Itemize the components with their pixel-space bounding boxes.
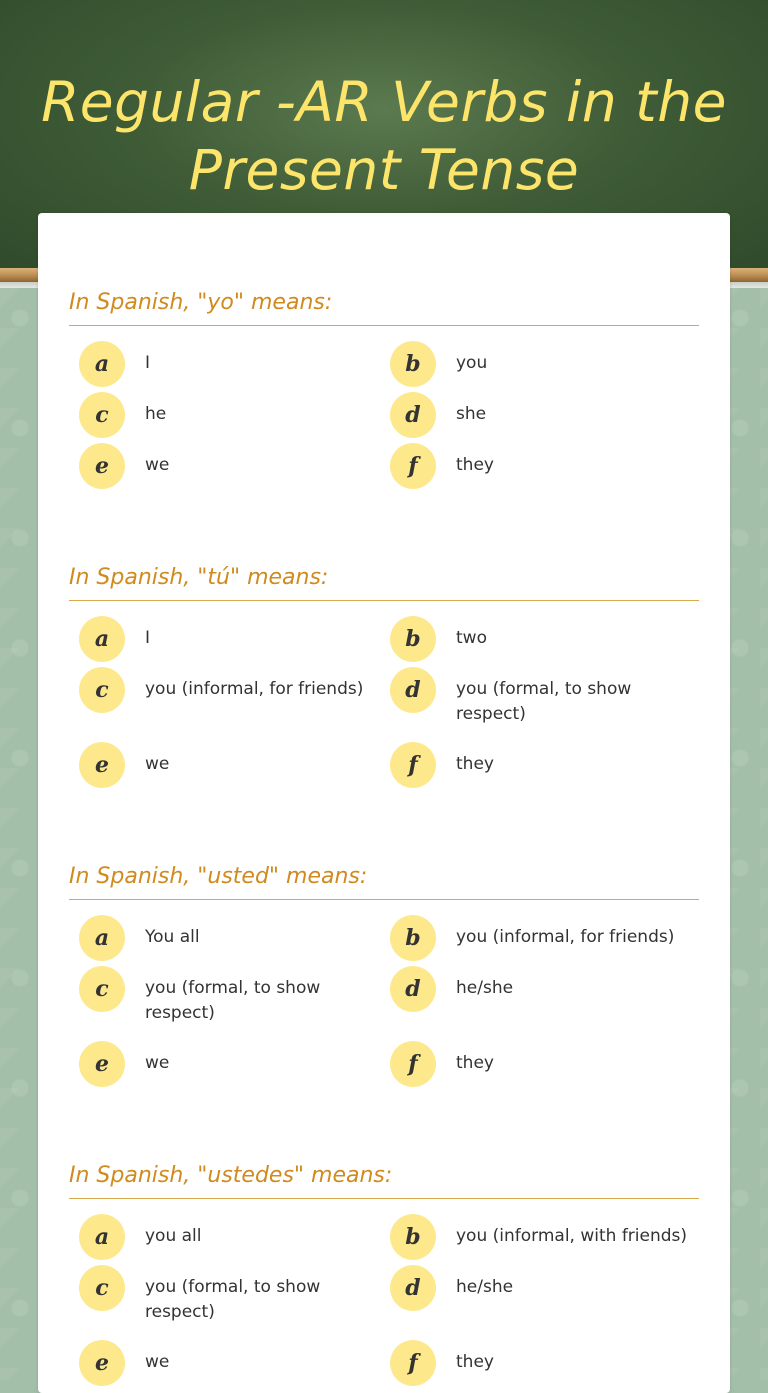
option-letter-badge: b — [390, 915, 436, 961]
option-c[interactable] — [79, 1265, 385, 1325]
worksheet-title: Regular -AR Verbs in the Present Tense — [41, 70, 727, 202]
option-a[interactable] — [79, 1214, 385, 1260]
option-text: we — [145, 1053, 170, 1073]
option-text: you all — [145, 1226, 202, 1246]
option-text: you (formal, to show respect) — [145, 978, 321, 1023]
option-letter-badge: b — [390, 1214, 436, 1260]
option-letter-badge: e — [79, 742, 125, 788]
option-e[interactable] — [79, 1041, 385, 1087]
answer-options — [69, 915, 699, 1090]
answer-options — [69, 341, 699, 491]
option-letter-badge: b — [390, 616, 436, 662]
option-b[interactable] — [390, 1214, 696, 1260]
option-text: we — [145, 1352, 170, 1372]
option-a[interactable] — [79, 341, 385, 387]
question-1 — [69, 290, 699, 491]
option-text: we — [145, 455, 170, 475]
question-prompt: In Spanish, "tú" means: — [69, 565, 699, 601]
answer-options — [69, 616, 699, 791]
question-prompt: In Spanish, "usted" means: — [69, 864, 699, 900]
option-b[interactable] — [390, 341, 696, 387]
option-d[interactable] — [390, 667, 696, 727]
question-4 — [69, 1163, 699, 1389]
option-letter-badge: f — [390, 443, 436, 489]
option-letter-badge: d — [390, 1265, 436, 1311]
option-b[interactable] — [390, 915, 696, 961]
option-d[interactable] — [390, 966, 696, 1012]
option-letter-badge: f — [390, 742, 436, 788]
option-text: they — [456, 455, 494, 475]
option-f[interactable] — [390, 742, 696, 788]
question-3 — [69, 864, 699, 1090]
option-c[interactable] — [79, 392, 385, 438]
option-text: two — [456, 628, 487, 648]
option-text: he — [145, 404, 167, 424]
option-text: we — [145, 754, 170, 774]
option-letter-badge: e — [79, 443, 125, 489]
option-letter-badge: e — [79, 1041, 125, 1087]
option-e[interactable] — [79, 742, 385, 788]
option-text: I — [145, 353, 151, 373]
option-e[interactable] — [79, 1340, 385, 1386]
question-2 — [69, 565, 699, 791]
option-text: you (formal, to show respect) — [145, 1277, 321, 1322]
option-letter-badge: f — [390, 1340, 436, 1386]
option-text: you (informal, with friends) — [456, 1226, 688, 1246]
option-text: you (informal, for friends) — [145, 679, 364, 699]
option-letter-badge: a — [79, 341, 125, 387]
option-letter-badge: d — [390, 392, 436, 438]
answer-options — [69, 1214, 699, 1389]
option-letter-badge: e — [79, 1340, 125, 1386]
option-letter-badge: d — [390, 667, 436, 713]
option-text: You all — [145, 927, 200, 947]
option-text: you — [456, 353, 488, 373]
worksheet-card — [38, 213, 730, 1393]
option-d[interactable] — [390, 392, 696, 438]
option-letter-badge: a — [79, 616, 125, 662]
option-letter-badge: c — [79, 1265, 125, 1311]
option-text: she — [456, 404, 487, 424]
option-text: he/she — [456, 1277, 514, 1297]
option-text: you (formal, to show respect) — [456, 679, 632, 724]
option-a[interactable] — [79, 616, 385, 662]
option-text: they — [456, 1352, 494, 1372]
option-text: you (informal, for friends) — [456, 927, 675, 947]
option-letter-badge: c — [79, 667, 125, 713]
option-e[interactable] — [79, 443, 385, 489]
option-letter-badge: f — [390, 1041, 436, 1087]
option-text: he/she — [456, 978, 514, 998]
option-f[interactable] — [390, 1340, 696, 1386]
question-prompt: In Spanish, "ustedes" means: — [69, 1163, 699, 1199]
option-letter-badge: a — [79, 915, 125, 961]
option-f[interactable] — [390, 1041, 696, 1087]
option-a[interactable] — [79, 915, 385, 961]
option-text: I — [145, 628, 151, 648]
option-letter-badge: d — [390, 966, 436, 1012]
option-b[interactable] — [390, 616, 696, 662]
option-c[interactable] — [79, 667, 385, 713]
question-prompt: In Spanish, "yo" means: — [69, 290, 699, 326]
option-c[interactable] — [79, 966, 385, 1026]
option-text: they — [456, 1053, 494, 1073]
option-letter-badge: b — [390, 341, 436, 387]
option-f[interactable] — [390, 443, 696, 489]
option-letter-badge: a — [79, 1214, 125, 1260]
option-text: they — [456, 754, 494, 774]
option-letter-badge: c — [79, 966, 125, 1012]
option-d[interactable] — [390, 1265, 696, 1311]
option-letter-badge: c — [79, 392, 125, 438]
